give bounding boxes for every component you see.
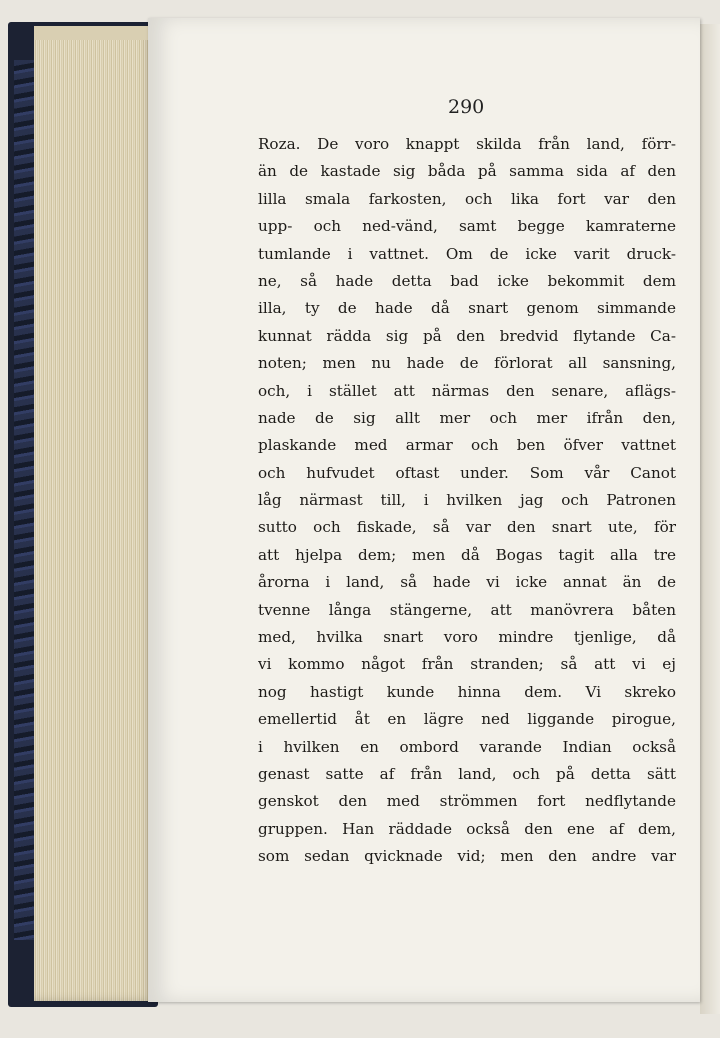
text-line: noten; men nu hade de förlorat all sansning,: [258, 354, 676, 373]
text-line: ne, så hade detta bad icke bekommit dem: [258, 271, 676, 290]
text-line: genast satte af från land, och på detta sätt: [258, 764, 676, 783]
page-edges-top: [34, 26, 154, 40]
text-line: gruppen. Han räddade också den ene af dem,: [258, 819, 676, 838]
text-line: som sedan qvicknade vid; men den andre var: [258, 847, 676, 866]
text-line: nog hastigt kunde hinna dem. Vi skreko: [258, 682, 676, 701]
text-line: tumlande i vattnet. Om de icke varit druck-: [258, 244, 676, 263]
text-line: låg närmast till, i hvilken jag och Patronen: [258, 491, 676, 510]
text-line: plaskande med armar och ben öfver vattnet: [258, 436, 676, 455]
text-line: att hjelpa dem; men då Bogas tagit alla tre: [258, 545, 676, 564]
text-line: tvenne långa stängerne, att manövrera båten: [258, 600, 676, 619]
text-line: vi kommo något från stranden; så att vi ej: [258, 655, 676, 674]
text-line: årorna i land, så hade vi icke annat än de: [258, 573, 676, 592]
page-text: [258, 131, 676, 871]
right-page-edge: [700, 24, 720, 1014]
text-line: sutto och fiskade, så var den snart ute, för: [258, 518, 676, 537]
text-line: genskot den med strömmen fort nedflytande: [258, 792, 676, 811]
text-line: lilla smala farkosten, och lika fort var den: [258, 189, 676, 208]
text-line: i hvilken en ombord varande Indian också: [258, 737, 676, 756]
text-line: med, hvilka snart voro mindre tjenlige, då: [258, 628, 676, 647]
text-line: och, i stället att närmas den senare, aflägs-: [258, 381, 676, 400]
text-line: än de kastade sig båda på samma sida af den: [258, 162, 676, 181]
text-line: emellertid åt en lägre ned liggande pirogue,: [258, 710, 676, 729]
page-edges: [34, 26, 154, 1001]
text-line: upp- och ned-vänd, samt begge kamraterne: [258, 217, 676, 236]
text-line: kunnat rädda sig på den bredvid flytande Ca-: [258, 326, 676, 345]
text-line: nade de sig allt mer och mer ifrån den,: [258, 408, 676, 427]
page-number: 290: [448, 96, 485, 118]
text-line: illa, ty de hade då snart genom simmande: [258, 299, 676, 318]
text-line: Roza. De voro knappt skilda från land, förr-: [258, 135, 676, 153]
text-line: och hufvudet oftast under. Som vår Canot: [258, 463, 676, 482]
marbled-cover-pattern: [14, 60, 36, 940]
